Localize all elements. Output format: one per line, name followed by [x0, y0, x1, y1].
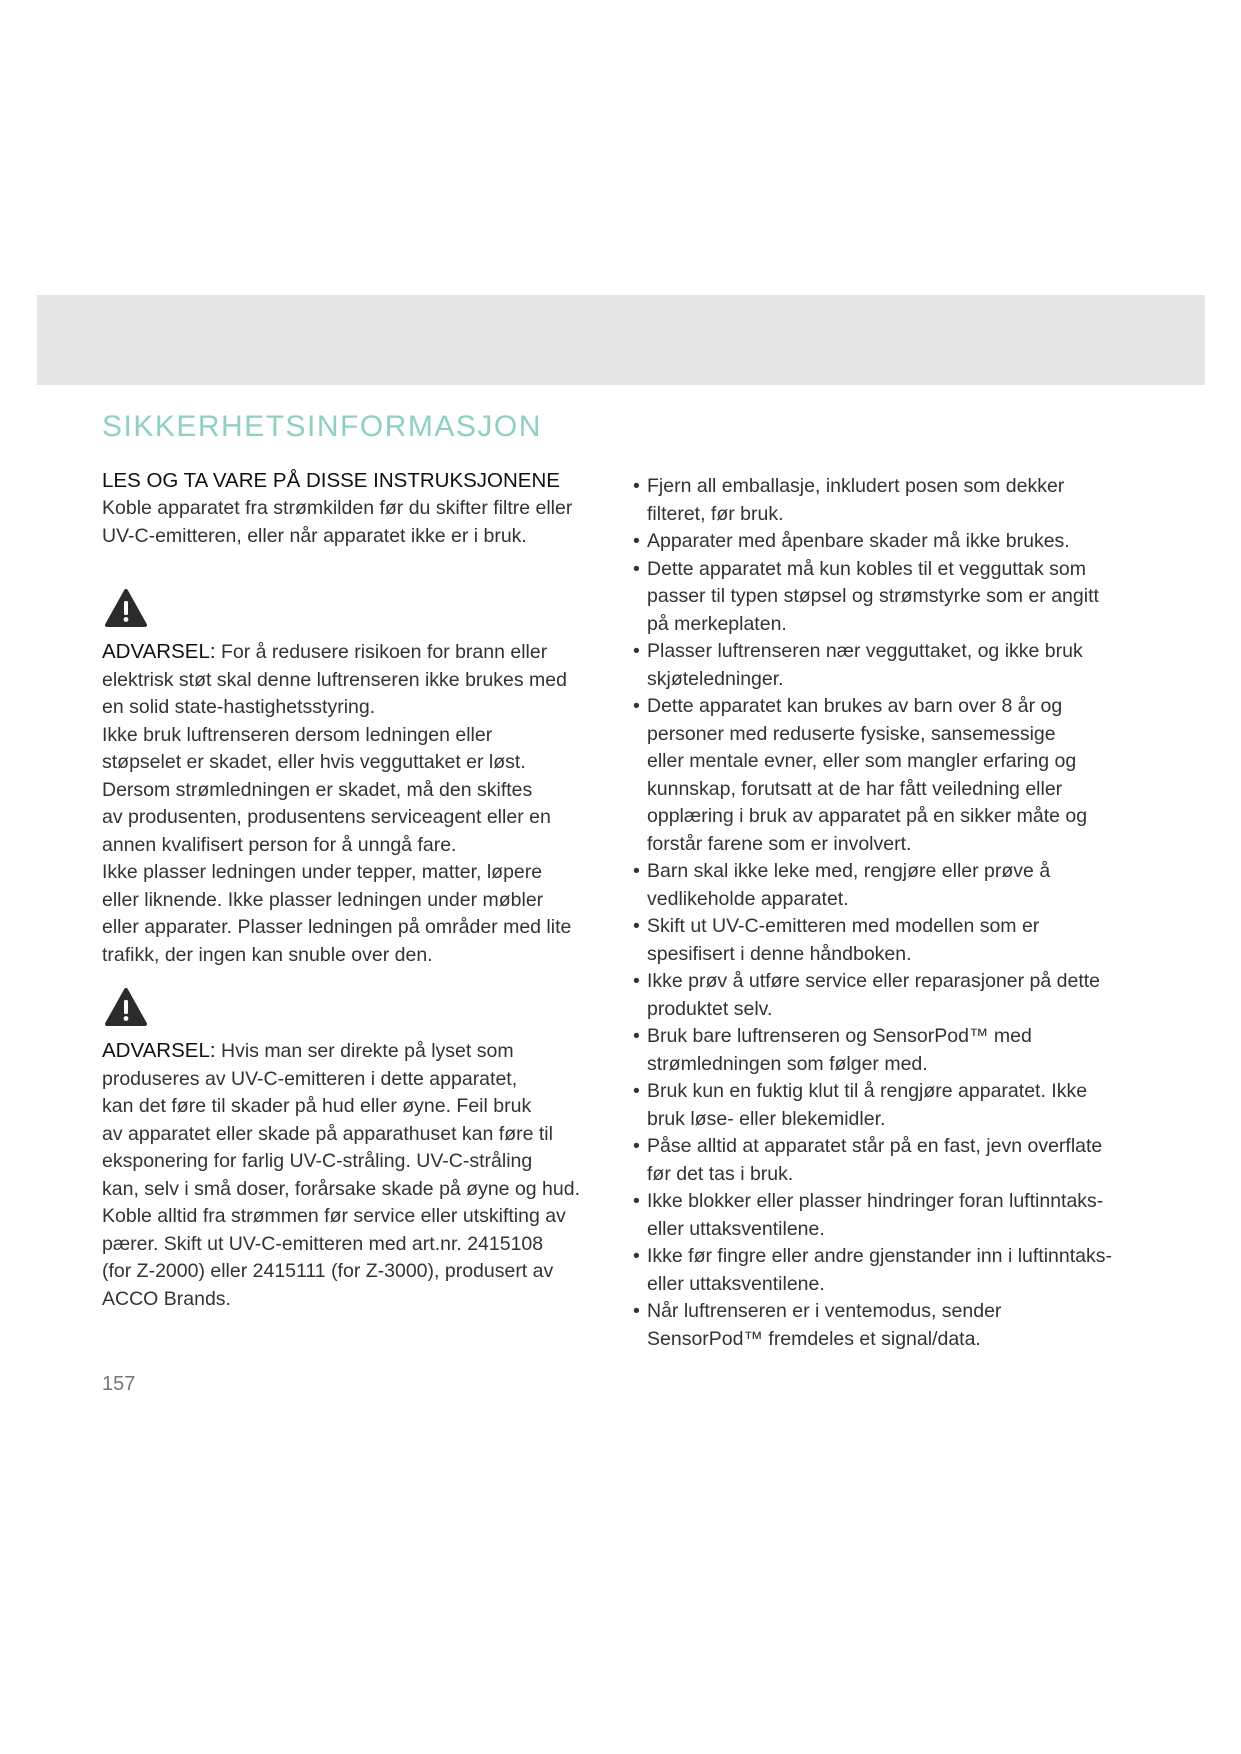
bullet-item — [633, 528, 1153, 556]
bullet-dot: • — [633, 1025, 640, 1047]
warning-paragraph-1 — [102, 638, 617, 969]
bullet-item — [633, 858, 1153, 913]
bullet-dot: • — [633, 1135, 640, 1157]
warning-triangle-icon — [104, 588, 148, 628]
bullet-dot: • — [633, 530, 640, 552]
bullet-item — [633, 473, 1153, 528]
bullet-dot: • — [633, 1300, 640, 1322]
bullet-text: Bruk bare luftrenseren og SensorPod™ med strømledningen som følger med. — [647, 1025, 1032, 1075]
bullet-item — [633, 1188, 1153, 1243]
bullet-text: Plasser luftrenseren nær vegguttaket, og ikke bruk skjøteledninger. — [647, 640, 1083, 690]
warning-paragraph-2 — [102, 1037, 617, 1313]
bullet-text: Apparater med åpenbare skader må ikke brukes. — [647, 530, 1070, 552]
bullet-text: Ikke før fingre eller andre gjenstander inn i luftinntaks- eller uttaksventilene. — [647, 1245, 1112, 1295]
bullet-item — [633, 1023, 1153, 1078]
bullet-dot: • — [633, 640, 640, 662]
bullet-item — [633, 693, 1153, 858]
instructions-heading: LES OG TA VARE PÅ DISSE INSTRUKSJONENE — [102, 469, 560, 492]
bullet-text: Dette apparatet kan brukes av barn over 8 år og personer med reduserte fysiske, sansemessige eller mentale evner, eller som mangler erfaring og kunnskap, forutsatt at de har fått veiledning eller opplæring i bruk av apparatet på en sikker måte og forstår farene som er involvert. — [647, 695, 1088, 855]
bullet-dot: • — [633, 915, 640, 937]
bullet-dot: • — [633, 1190, 640, 1212]
bullet-dot: • — [633, 860, 640, 882]
bullet-dot: • — [633, 475, 640, 497]
safety-bullet-list — [633, 473, 1153, 1353]
right-column — [633, 473, 1153, 1353]
warning-label-2: ADVARSEL: — [102, 1039, 216, 1062]
bullet-item — [633, 1298, 1153, 1353]
bullet-dot: • — [633, 695, 640, 717]
bullet-text: Ikke blokker eller plasser hindringer foran luftinntaks- eller uttaksventilene. — [647, 1190, 1104, 1240]
left-column — [102, 467, 617, 1313]
warning-triangle-icon — [104, 987, 148, 1027]
bullet-text: Ikke prøv å utføre service eller reparasjoner på dette produktet selv. — [647, 970, 1101, 1020]
page-number: 157 — [102, 1373, 136, 1395]
bullet-item — [633, 1078, 1153, 1133]
bullet-item — [633, 556, 1153, 639]
bullet-item — [633, 1133, 1153, 1188]
bullet-text: Fjern all emballasje, inkludert posen som dekker filteret, før bruk. — [647, 475, 1065, 525]
header-band — [37, 295, 1205, 385]
page-title: SIKKERHETSINFORMASJON — [102, 410, 542, 443]
bullet-text: Når luftrenseren er i ventemodus, sender SensorPod™ fremdeles et signal/data. — [647, 1300, 1002, 1350]
bullet-text: Barn skal ikke leke med, rengjøre eller prøve å vedlikeholde apparatet. — [647, 860, 1051, 910]
bullet-dot: • — [633, 557, 640, 580]
bullet-dot: • — [633, 1080, 640, 1102]
bullet-item — [633, 968, 1153, 1023]
bullet-text: Bruk kun en fuktig klut til å rengjøre apparatet. Ikke bruk løse- eller blekemidler. — [647, 1080, 1088, 1130]
bullet-item — [633, 638, 1153, 693]
bullet-item — [633, 913, 1153, 968]
bullet-item — [633, 1243, 1153, 1298]
bullet-dot: • — [633, 1245, 640, 1267]
warning-label-1: ADVARSEL: — [102, 640, 216, 663]
warning-text-1: For å redusere risikoen for brann eller elektrisk støt skal denne luftrenseren ikke brukes med en solid state-hastighetsstyring. Ikke bruk luftrenseren dersom ledningen eller støpselet er skadet, eller hvis vegguttaket er løst. Dersom strømledningen er skadet, må den skiftes av produsenten, produsentens serviceagent eller en annen kvalifisert person for å unngå fare. Ikke plasser ledningen under tepper, matter, løpere eller liknende. Ikke plasser ledningen under møbler eller apparater. Plasser ledningen på områder med lite trafikk, der ingen kan snuble over den. — [102, 641, 572, 966]
bullet-dot: • — [633, 970, 640, 992]
intro-paragraph: Koble apparatet fra strømkilden før du skifter filtre eller UV-C-emitteren, eller når apparatet ikke er i bruk. — [102, 497, 573, 547]
bullet-text: Påse alltid at apparatet står på en fast, jevn overflate før det tas i bruk. — [647, 1135, 1103, 1185]
bullet-text: Dette apparatet må kun kobles til et vegguttak som passer til typen støpsel og strømstyrke som er angitt på merkeplaten. — [647, 557, 1099, 635]
warning-text-2: Hvis man ser direkte på lyset som produseres av UV-C-emitteren i dette apparatet, kan det føre til skader på hud eller øyne. Feil bruk av apparatet eller skade på apparathuset kan føre til eksponering for farlig UV-C-stråling. UV-C-stråling kan, selv i små doser, forårsake skade på øyne og hud. Koble alltid fra strømmen før service eller utskifting av pærer. Skift ut UV-C-emitteren med art.nr. 2415108 (for Z-2000) eller 2415111 (for Z-3000), produsert av ACCO Brands. — [102, 1040, 581, 1310]
bullet-text: Skift ut UV-C-emitteren med modellen som er spesifisert i denne håndboken. — [647, 915, 1040, 965]
